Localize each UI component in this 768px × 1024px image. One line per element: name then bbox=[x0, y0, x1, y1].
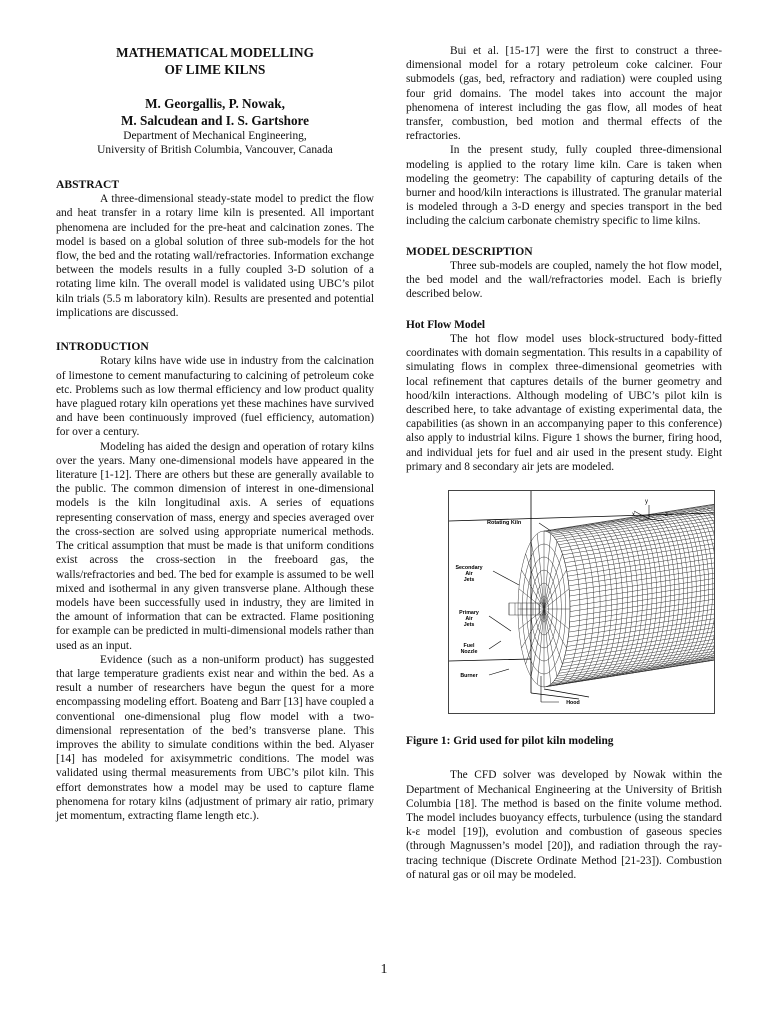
left-column bbox=[56, 44, 374, 823]
label-fuel-1: Fuel bbox=[463, 643, 475, 650]
label-primary-1: Primary bbox=[459, 610, 479, 617]
model-description-text: Three sub-models are coupled, namely the hot flow model, the bed model and the wall/refractories model. Each is briefly described below. bbox=[406, 260, 722, 301]
intro-paragraph-3: Evidence (such as a non-uniform product) has suggested that large temperature gradients exist near and within the bed. As a result a number of researchers have begun the quest for a more encompassing modeling effort. Boateng and Barr [13] have coupled a conventional one-dimensional plug flow model with a two-dimensional representation of the bed’s transverse plane. This improves the ability to simulate conditions within the bed. Alyaser [14] has modeled for axisymmetric conditions. The model was validated using thermal measurements from UBC’s pilot kiln. This effort demonstrates how a model may be used to capture flame phenomena for rotary kilns (adjustment of primary air ratio, primary jet momentum, extracting flame length etc.). bbox=[56, 653, 374, 822]
affiliation-department: Department of Mechanical Engineering, bbox=[123, 130, 307, 142]
label-rotating-kiln: Rotating Kiln bbox=[487, 520, 522, 527]
title-line-1: MATHEMATICAL MODELLING bbox=[116, 45, 314, 60]
hot-flow-paragraph-2: The CFD solver was developed by Nowak within the Department of Mechanical Engineering at the University of British Columbia [18]. The method is based on the finite volume method. The model includes buoyancy effects, turbulence (using the standard k-ε model [19]), evolution and combustion of gaseous species (through Magnussen’s model [20]), and radiation through the ray-tracing technique (Discrete Ordinate Method [21-23]). Combustion of natural gas or oil may be modeled. bbox=[406, 769, 722, 881]
label-secondary-1: Secondary bbox=[455, 565, 483, 572]
hot-flow-heading: Hot Flow Model bbox=[406, 318, 486, 331]
mesh-line bbox=[569, 597, 714, 627]
title-line-2: OF LIME KILNS bbox=[164, 62, 266, 77]
label-primary-3: Jets bbox=[463, 622, 475, 629]
label-primary-2: Air bbox=[465, 616, 473, 623]
abstract-text: A three-dimensional steady-state model to predict the flow and heat transfer in a rotary lime kiln is presented. All important phenomena are included for the pre-heat and calcination zones. The model is based on a global solution of three sub-models for the hot flow, the bed and the rotating wall/refractories. Information exchange between the models results in a fully coupled 3-D solution of a rotating lime kiln. The overall model is validated using UBC’s pilot kiln trials (5.5 m laboratory kiln). Results are presented and potential implications are discussed. bbox=[56, 193, 374, 319]
figure-1-kiln-grid bbox=[448, 490, 715, 714]
mesh-line bbox=[569, 556, 714, 586]
axis-z-label: z bbox=[665, 512, 668, 519]
mesh-line bbox=[570, 571, 714, 601]
mesh-line bbox=[570, 582, 714, 612]
intro-paragraph-4: Bui et al. [15-17] were the first to construct a three-dimensional model for a rotary petroleum coke calciner. Four submodels (gas, bed, refractory and radiation) were coupled using four grid domains. The model takes into account the major phenomena of interest including the gas flow, all modes of heat transfer, combustion, bed motion and thermal effects of the refractories. bbox=[406, 45, 722, 143]
mesh-line bbox=[537, 534, 544, 609]
authors-line-2: M. Salcudean and I. S. Gartshore bbox=[120, 113, 310, 128]
axis-y-label: y bbox=[645, 499, 648, 506]
label-fuel-2: Nozzle bbox=[460, 649, 478, 656]
abstract-heading: ABSTRACT bbox=[56, 177, 120, 191]
kiln-grid-drawing bbox=[449, 491, 714, 713]
mesh-line bbox=[699, 509, 714, 660]
mesh-line bbox=[547, 502, 714, 532]
intro-paragraph-1: Rotary kilns have wide use in industry from the calcination of limestone to cement manufacturing to calcining of petroleum coke etc. Problems such as low thermal efficiency and low product quality have plagued rotary kiln operations yet these machines have survived and have been continuously improved (fuel efficiency, automation) for over a century. bbox=[56, 355, 374, 439]
label-secondary-2: Air bbox=[465, 571, 473, 578]
label-secondary-3: Jets bbox=[463, 577, 475, 584]
author-list bbox=[56, 95, 374, 129]
introduction-heading: INTRODUCTION bbox=[56, 340, 149, 354]
intro-paragraph-5: In the present study, fully coupled three-dimensional modeling is applied to the rotary lime kiln. Care is taken when modeling the geometry: The capability of capturing details of the burner and hood/kiln interactions is illustrated. The granular material is modeled through a 3-D energy and species transport in the bed including the calcium carbonate chemistry specific to lime kilns. bbox=[406, 144, 722, 228]
affiliation-university: University of British Columbia, Vancouver, Canada bbox=[97, 144, 333, 157]
mesh-line bbox=[569, 602, 714, 632]
mesh-line bbox=[537, 609, 544, 684]
paper-title bbox=[56, 44, 374, 78]
model-description-heading: MODEL DESCRIPTION bbox=[406, 244, 533, 258]
figure-1-caption: Figure 1: Grid used for pilot kiln modeling bbox=[406, 735, 614, 748]
hot-flow-paragraph-1: The hot flow model uses block-structured body-fitted coordinates with domain segmentation. This results in a capability of simulating flows in complex three-dimensional geometries with local refinement that captures details of the burner geometry and hood/kiln interactions. Although modeling of UBC’s pilot kiln is described here, to take advantage of existing experimental data, the capabilities (as shown in an accompanying paper to this conference) also apply to industrial kilns. Figure 1 shows the burner, firing hood, and individual jets for fuel and air used in the present study. Eight primary and 8 secondary air jets are modeled. bbox=[406, 333, 722, 473]
page-number: 1 bbox=[380, 962, 388, 977]
mesh-line bbox=[554, 530, 580, 686]
axis-x-label: x bbox=[632, 512, 635, 519]
authors-line-1: M. Georgallis, P. Nowak, bbox=[145, 96, 285, 111]
mesh-line bbox=[561, 529, 587, 684]
mesh-line bbox=[711, 507, 714, 658]
label-burner: Burner bbox=[460, 673, 478, 680]
intro-paragraph-2: Modeling has aided the design and operation of rotary kilns over the years. Many one-dimensional models have appeared in the literature [1-12]. There are others but these are generally available to the public. The common dimension of interest in one-dimensional models is the kiln longitudinal axis. A series of equations representing conservation of mass, energy and species averaged over the cross-section are solved using appropriate numerical methods. The critical assumption that must be made is that uniform conditions exist across the cross-section in the freeboard gas, the walls/refractories and bed. The bed for example is assumed to be well mixed and isothermal in any given transverse plane. Although these models have been successfully used in industry, they are limited in the amount of information that can be extracted. Flame positioning for example can be predicted in multi-dimensional models rather than used as an input. bbox=[56, 440, 374, 652]
right-column bbox=[406, 44, 722, 882]
mesh-line bbox=[544, 609, 551, 684]
mesh-line bbox=[544, 534, 551, 609]
affiliation bbox=[56, 129, 374, 158]
mesh-line bbox=[565, 625, 714, 655]
label-hood: Hood bbox=[566, 700, 580, 707]
